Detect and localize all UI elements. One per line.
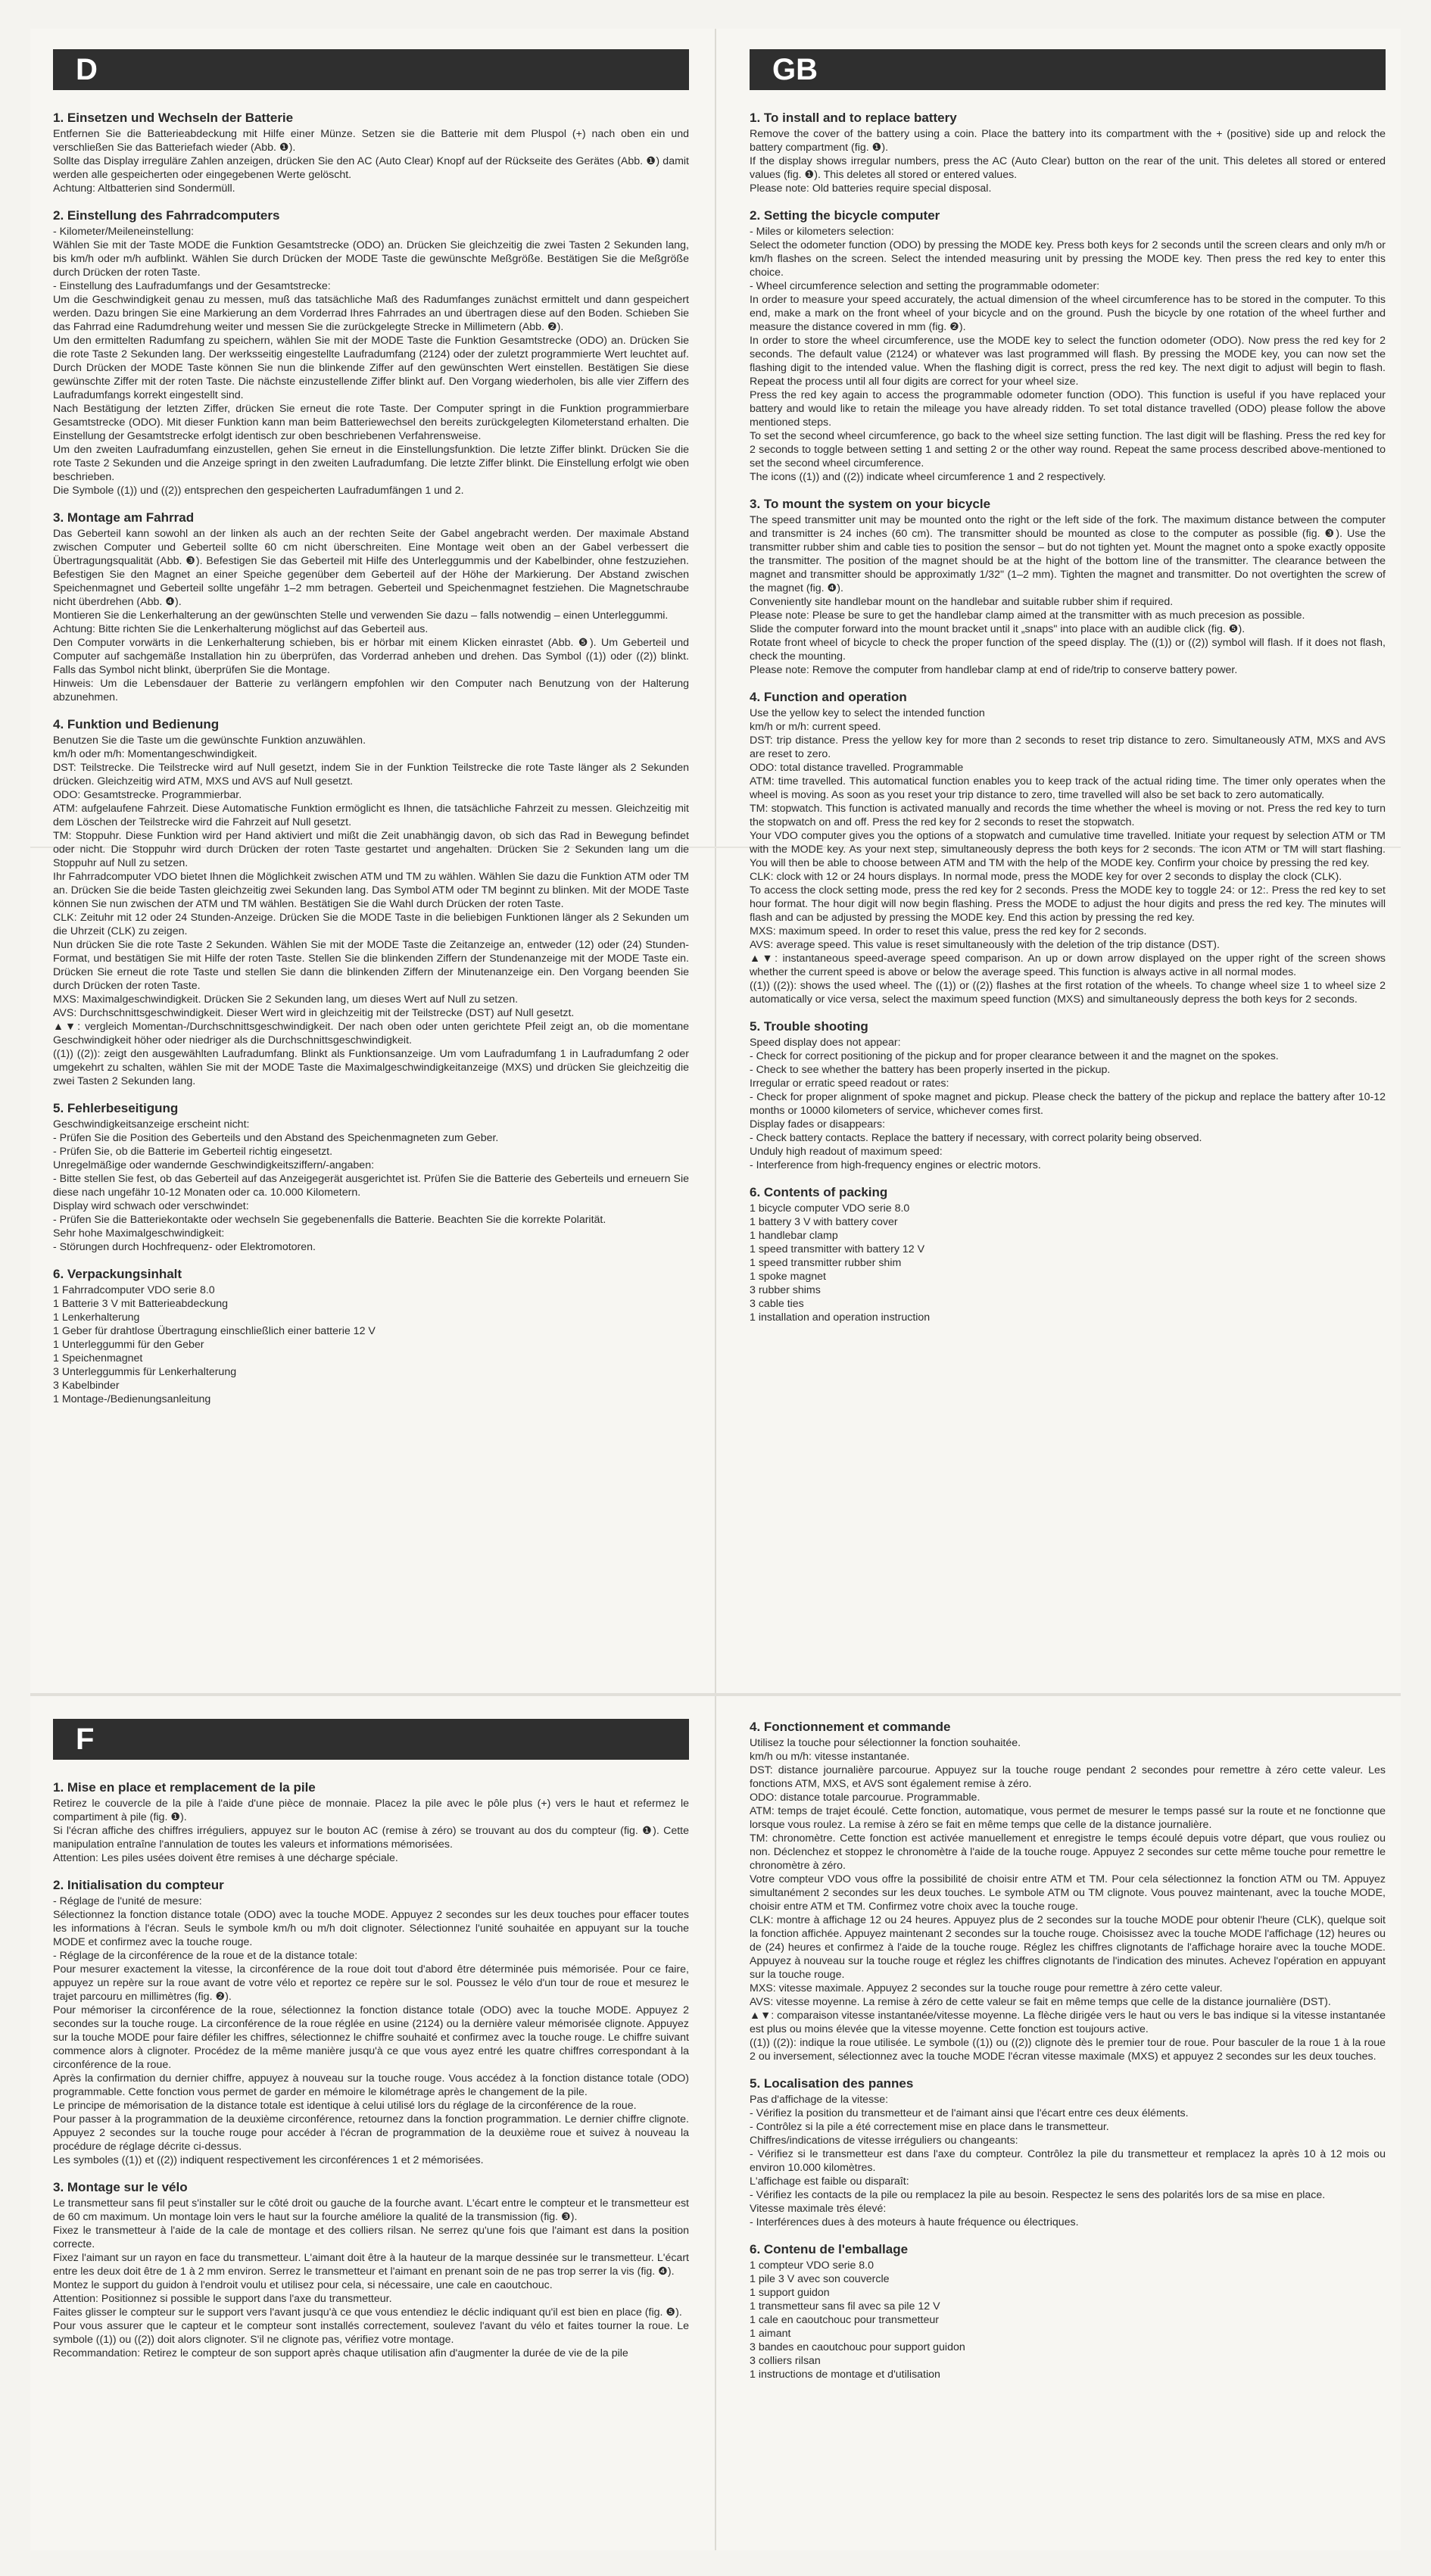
- section-heading: 6. Contenu de l'emballage: [750, 2242, 909, 2256]
- section-heading: 5. Trouble shooting: [750, 1019, 868, 1034]
- section-paragraph: Please note: Remove the computer from handlebar clamp at end of ride/trip to conserve battery power.: [750, 664, 1238, 676]
- section-paragraph: Pour passer à la programmation de la deuxième circonférence, retournez dans la fonction programmation. Le dernier chiffre clignote. Appuyez 2 secondes sur la touche rouge pour accéder à l'écran de programmation de la deuxième roue et suivez à nouveau la procédure de réglage décrite ci-dessus.: [53, 2113, 689, 2153]
- section-paragraph: 3 colliers rilsan: [750, 2355, 821, 2367]
- section-paragraph: 1 Fahrradcomputer VDO serie 8.0: [53, 1284, 215, 1296]
- section-paragraph: CLK: montre à affichage 12 ou 24 heures. Appuyez plus de 2 secondes sur la touche MODE pour obtenir l'heure (CLK), quelque soit la fonction affichée. Appuyez maintenant 2 secondes sur la touche rouge. Choisissez avec la touche MODE l'affichage (12) heures ou de (24) heures et confirmez à l'aide de la touche rouge. Réglez les chiffres clignotants de l'affichage horaire avec la touche MODE. Appuyez à nouveau sur la touche rouge et réglez les chiffres clignotants de l'indication des minutes. Achevez l'opération en appuyant sur la touche rouge.: [750, 1914, 1386, 1981]
- section-paragraph: 3 Kabelbinder: [53, 1380, 120, 1392]
- manual-section: [750, 1184, 1386, 1324]
- section-paragraph: Nun drücken Sie die rote Taste 2 Sekunden. Wählen Sie mit der MODE Taste die Zeitanzeige an, entweder (12) oder (24) Stunden-Format, und bestätigen Sie mit Hilfe der roten Taste. Stellen Sie die blinkenden Ziffern der Stundenanzeige mit der MODE Taste ein. Drücken Sie erneut die rote Taste und stellen Sie dann die blinkenden Ziffern der Minutenanzeige ein. Den Vorgang beenden Sie durch Drücken der roten Taste.: [53, 939, 689, 992]
- section-paragraph: Slide the computer forward into the mount bracket until it „snaps" into place with an audible click (fig. ❺).: [750, 623, 1246, 635]
- section-paragraph: 1 installation and operation instruction: [750, 1311, 931, 1324]
- section-paragraph: Display fades or disappears:: [750, 1118, 886, 1131]
- section-paragraph: The speed transmitter unit may be mounted onto the right or the left side of the fork. The maximum distance between the computer and transmitter is 24 inches (60 cm). The transmitter should be mounted as close to the computer as possible (fig. ❸). Use the transmitter rubber shim and cable ties to position the sensor – but do not tighten yet. Mount the magnet onto a spoke exactly opposite the transmitter. The position of the magnet should be at the hight of the bottom line of the transmitter. The clearance between the magnet and transmitter should be approximatly 1/32" (1–2 mm). Tighten the magnet and transmitter. Do not overtighten the screw of the magnet (fig. ❹).: [750, 514, 1386, 594]
- section-paragraph: - Prüfen Sie die Position des Geberteils und den Abstand des Speichenmagneten zum Geber.: [53, 1132, 499, 1144]
- section-paragraph: 1 battery 3 V with battery cover: [750, 1216, 898, 1228]
- section-paragraph: 1 Speichenmagnet: [53, 1352, 143, 1364]
- section-paragraph: - Miles or kilometers selection:: [750, 226, 894, 238]
- section-heading: 6. Verpackungsinhalt: [53, 1267, 182, 1281]
- section-paragraph: km/h oder m/h: Momentangeschwindigkeit.: [53, 748, 257, 760]
- section-paragraph: In order to store the wheel circumference, use the MODE key to select the function odometer (ODO). Now press the red key for 2 seconds. The default value (2124) or whatever was last programmed will flash. By pressing the MODE key, you can now set the flashing digit to the intended value. When the flashing digit is correct, press the red key. The next digit to adjust will begin to flash. Repeat the process until all four digits are correct for your wheel size.: [750, 335, 1386, 388]
- section-paragraph: In order to measure your speed accurately, the actual dimension of the wheel circumference has to be stored in the computer. To this end, make a mark on the front wheel of your bicycle and on the ground. Push the bicycle by one rotation of the wheel further and measure the distance covered in mm (fig. ❷).: [750, 294, 1386, 333]
- section-paragraph: CLK: clock with 12 or 24 hours displays. In normal mode, press the MODE key for over 2 seconds to display the clock (CLK).: [750, 871, 1342, 883]
- section-paragraph: Retirez le couvercle de la pile à l'aide d'une pièce de monnaie. Placez la pile avec le pôle plus (+) vers le haut et refermez le compartiment à pile (fig. ❶).: [53, 1798, 689, 1823]
- section-heading: 4. Fonctionnement et commande: [750, 1720, 951, 1734]
- section-paragraph: Achtung: Bitte richten Sie die Lenkerhalterung möglichst auf das Geberteil aus.: [53, 623, 429, 635]
- fold-line-vertical: [715, 29, 716, 2550]
- section-paragraph: Montieren Sie die Lenkerhalterung an der gewünschten Stelle und verwenden Sie dazu – falls notwendig – einen Unterleggummi.: [53, 610, 669, 622]
- section-heading: 4. Function and operation: [750, 690, 907, 704]
- section-paragraph: ((1)) ((2)): zeigt den ausgewählten Laufradumfang. Blinkt als Funktionsanzeige. Um vom Laufradumfang 1 in Laufradumfang 2 oder umgekehrt zu schalten, wählen Sie mit der MODE Taste die Maximalgeschwindigkeitanzeige (MXS) und drücken Sie gleichzeitig die zwei Tasten 2 Sekunden lang.: [53, 1048, 689, 1087]
- section-paragraph: To set the second wheel circumference, go back to the wheel size setting function. The last digit will be flashing. Press the red key for 2 seconds to toggle between setting 1 and setting 2 or the other way round. Repeat the same process described above-mentioned to set the second wheel circumference.: [750, 430, 1386, 469]
- section-paragraph: 1 speed transmitter rubber shim: [750, 1257, 902, 1269]
- section-heading: 6. Contents of packing: [750, 1185, 888, 1199]
- section-paragraph: Recommandation: Retirez le compteur de son support après chaque utilisation afin d'augmenter la durée de vie de la pile: [53, 2347, 628, 2359]
- section-paragraph: - Check battery contacts. Replace the battery if necessary, with correct polarity being observed.: [750, 1132, 1202, 1144]
- section-paragraph: Um den ermittelten Radumfang zu speichern, wählen Sie mit der MODE Taste die Funktion Gesamtstrecke (ODO) an. Drücken Sie die rote Taste 2 Sekunden lang. Der werksseitig eingestellte Laufradumfang (2124) oder der zuletzt programmierte Wert leuchtet auf. Durch Drücken der MODE Taste können Sie nun die blinkende Ziffer auf den gewünschten Wert einstellen. Bestätigen Sie diese gewünschte Ziffer mit der roten Taste. Die nächste einzustellende Ziffer blinkt auf. Den Vorgang wiederholen, bis alle vier Ziffern des Laufradumfangs korrekt eingestellt sind.: [53, 335, 689, 401]
- section-paragraph: Unduly high readout of maximum speed:: [750, 1146, 943, 1158]
- section-paragraph: - Réglage de la circonférence de la roue et de la distance totale:: [53, 1950, 358, 1962]
- section-paragraph: The icons ((1)) and ((2)) indicate wheel circumference 1 and 2 respectively.: [750, 471, 1106, 483]
- section-paragraph: Pour vous assurer que le capteur et le compteur sont installés correctement, soulevez l'avant du vélo et faites tourner la roue. Le symbole ((1)) ou ((2)) doit alors clignoter. S'il ne clignote pas, vérifiez votre montage.: [53, 2320, 689, 2346]
- section-paragraph: Sollte das Display irreguläre Zahlen anzeigen, drücken Sie den AC (Auto Clear) Knopf auf der Rückseite des Gerätes (Abb. ❶) damit werden alle gespeicherten oder eingegebenen Werte gelöscht.: [53, 155, 689, 181]
- language-band: GB: [750, 49, 1386, 90]
- section-paragraph: 1 compteur VDO serie 8.0: [750, 2259, 874, 2272]
- section-heading: 2. Initialisation du compteur: [53, 1878, 224, 1892]
- section-paragraph: 1 Lenkerhalterung: [53, 1311, 140, 1324]
- section-paragraph: - Interférences dues à des moteurs à haute fréquence ou électriques.: [750, 2216, 1079, 2228]
- section-paragraph: - Check to see whether the battery has been properly inserted in the pickup.: [750, 1064, 1111, 1076]
- section-paragraph: L'affichage est faible ou disparaît:: [750, 2175, 909, 2188]
- section-paragraph: Ihr Fahrradcomputer VDO bietet Ihnen die Möglichkeit zwischen ATM und TM zu wählen. Wählen Sie dazu die Funktion ATM oder TM an. Drücken Sie die beide Tasten gleichzeitig zwei Sekunden lang. Das Symbol ATM oder TM beginnt zu blinken. Mit der MODE Taste können Sie nun zwischen der ATM und TM wählen. Bestätigen Sie die Wahl durch Drücken der roten Taste.: [53, 871, 689, 910]
- section-paragraph: Pas d'affichage de la vitesse:: [750, 2094, 889, 2106]
- section-paragraph: 1 Unterleggummi für den Geber: [53, 1339, 204, 1351]
- manual-section: [53, 716, 689, 1088]
- section-paragraph: Irregular or erratic speed readout or rates:: [750, 1077, 949, 1090]
- section-paragraph: km/h or m/h: current speed.: [750, 721, 881, 733]
- section-paragraph: 3 bandes en caoutchouc pour support guidon: [750, 2341, 965, 2353]
- manual-section: [750, 689, 1386, 1006]
- section-paragraph: Remove the cover of the battery using a coin. Place the battery into its compartment with the + (positive) side up and relock the battery compartment (fig. ❶).: [750, 128, 1386, 154]
- section-paragraph: 3 rubber shims: [750, 1284, 821, 1296]
- section-paragraph: 1 Montage-/Bedienungsanleitung: [53, 1393, 211, 1405]
- section-paragraph: Wählen Sie mit der Taste MODE die Funktion Gesamtstrecke (ODO) an. Drücken Sie gleichzeitig die zwei Tasten 2 Sekunden lang, bis km/h oder m/h aufblinkt. Wählen Sie durch Drücken der MODE Taste die gewünschte Meßgröße. Bestätigen Sie die Meßgröße durch Drücken der roten Taste.: [53, 239, 689, 279]
- section-paragraph: Les symboles ((1)) et ((2)) indiquent respectivement les circonférences 1 et 2 mémorisées.: [53, 2154, 484, 2166]
- section-heading: 3. Montage sur le vélo: [53, 2180, 188, 2194]
- section-paragraph: Pour mémoriser la circonférence de la roue, sélectionnez la fonction distance totale (ODO) avec la touche MODE. Appuyez 2 secondes sur la touche rouge. La circonférence de la roue réglée en usine (2124) ou la dernière valeur mémorisée clignote. Appuyez sur la touche MODE pour faire défiler les chiffres, sélectionnez le chiffre souhaité et confirmez avec la touche rouge. Le chiffre suivant commence alors à clignoter. Procédez de la même manière jusqu'à ce que vous ayez entré les quatre chiffres correspondant à la circonférence de la roue.: [53, 2004, 689, 2071]
- section-paragraph: MXS: Maximalgeschwindigkeit. Drücken Sie 2 Sekunden lang, um dieses Wert auf Null zu setzen.: [53, 993, 519, 1006]
- section-paragraph: Le transmetteur sans fil peut s'installer sur le côté droit ou gauche de la fourche avant. L'écart entre le compteur et le transmetteur est de 60 cm maximum. Un montage loin vers le haut sur la fourche améliore la qualité de la transmission (fig. ❸).: [53, 2197, 689, 2223]
- panel-french-continued: [750, 1719, 1386, 2394]
- section-paragraph: Use the yellow key to select the intended function: [750, 707, 985, 719]
- section-heading: 2. Setting the bicycle computer: [750, 208, 940, 223]
- manual-section: [750, 207, 1386, 484]
- section-paragraph: TM: stopwatch. This function is activated manually and records the time whether the wheel is moving or not. Press the red key to turn the stopwatch on and off. Press the red key for 2 seconds to reset the stopwatch.: [750, 803, 1386, 828]
- section-paragraph: Speed display does not appear:: [750, 1037, 901, 1049]
- section-paragraph: Please note: Old batteries require special disposal.: [750, 182, 992, 195]
- section-paragraph: 1 Batterie 3 V mit Batterieabdeckung: [53, 1298, 229, 1310]
- manual-section: [53, 207, 689, 497]
- section-paragraph: AVS: vitesse moyenne. La remise à zéro de cette valeur se fait en même temps que celle de la distance journalière (DST).: [750, 1996, 1331, 2008]
- section-paragraph: Conveniently site handlebar mount on the handlebar and suitable rubber shim if required.: [750, 596, 1174, 608]
- section-paragraph: 3 Unterleggummis für Lenkerhalterung: [53, 1366, 237, 1378]
- section-paragraph: Fixez l'aimant sur un rayon en face du transmetteur. L'aimant doit être à la hauteur de la marque dessinée sur le transmetteur. L'écart entre les deux doit être de 1 à 2 mm environ. Serrez le transmetteur et l'aimant en prenant soin de ne pas trop serrer la vis (fig. ❹).: [53, 2252, 689, 2278]
- section-paragraph: Geschwindigkeitsanzeige erscheint nicht:: [53, 1118, 250, 1131]
- section-heading: 3. To mount the system on your bicycle: [750, 497, 991, 511]
- section-heading: 5. Localisation des pannes: [750, 2076, 914, 2091]
- section-paragraph: - Störungen durch Hochfrequenz- oder Elektromotoren.: [53, 1241, 316, 1253]
- section-paragraph: - Interference from high-frequency engines or electric motors.: [750, 1159, 1041, 1171]
- panel-german: [53, 49, 689, 1418]
- section-paragraph: - Réglage de l'unité de mesure:: [53, 1895, 202, 1907]
- section-paragraph: Display wird schwach oder verschwindet:: [53, 1200, 249, 1212]
- section-paragraph: - Prüfen Sie, ob die Batterie im Geberteil richtig eingesetzt.: [53, 1146, 333, 1158]
- section-paragraph: - Vérifiez les contacts de la pile ou remplacez la pile au besoin. Respectez le sens des polarités lors de sa mise en place.: [750, 2189, 1326, 2201]
- section-paragraph: TM: Stoppuhr. Diese Funktion wird per Hand aktiviert und mißt die Zeit unabhängig davon, ob sich das Rad in Bewegung befindet oder nicht. Die Stoppuhr wird durch Drücken der roten Taste gestartet und angehalten. Drücken Sie 2 Sekunden lang um die Stoppuhr auf Null zu setzen.: [53, 830, 689, 869]
- section-paragraph: Achtung: Altbatterien sind Sondermüll.: [53, 182, 235, 195]
- manual-section: [53, 1266, 689, 1406]
- section-paragraph: Attention: Positionnez si possible le support dans l'axe du transmetteur.: [53, 2293, 392, 2305]
- section-paragraph: Hinweis: Um die Lebensdauer der Batterie zu verlängern empfohlen wir den Computer nach Benutzung von der Halterung abzunehmen.: [53, 678, 689, 703]
- manual-section: [750, 1018, 1386, 1172]
- section-paragraph: Select the odometer function (ODO) by pressing the MODE key. Press both keys for 2 seconds until the screen clears and only m/h or km/h flashes on the screen. Select the intended measuring unit by pressing the MODE key. Then press the red key to enter this choice.: [750, 239, 1386, 279]
- section-paragraph: Entfernen Sie die Batterieabdeckung mit Hilfe einer Münze. Setzen sie die Batterie mit dem Pluspol (+) nach oben ein und verschließen Sie das Batteriefach wieder (Abb. ❶).: [53, 128, 689, 154]
- language-band: D: [53, 49, 689, 90]
- section-paragraph: AVS: Durchschnittsgeschwindigkeit. Dieser Wert wird in gleichzeitig mit der Teilstrecke (DST) auf Null gesetzt.: [53, 1007, 575, 1019]
- section-paragraph: Um den zweiten Laufradumfang einzustellen, gehen Sie erneut in die Einstellungsfunktion. Die letzte Ziffer blinkt. Drücken Sie die rote Taste 2 Sekunden und die Anzeige springt in den zweiten Laufradumfang. Die letzte Ziffer blinkt. Die Einstellung erfolgt wie oben beschrieben.: [53, 444, 689, 483]
- section-heading: 1. Einsetzen und Wechseln der Batterie: [53, 111, 294, 125]
- section-paragraph: - Contrôlez si la pile a été correctement mise en place dans le transmetteur.: [750, 2121, 1109, 2133]
- section-paragraph: Rotate front wheel of bicycle to check the proper function of the speed display. The ((1)) or ((2)) symbol will flash. If it does not flash, check the mounting.: [750, 637, 1386, 663]
- section-paragraph: ▲▼: comparaison vitesse instantanée/vitesse moyenne. La flèche dirigée vers le haut ou vers le bas indique si la vitesse instantanée est plus ou moins élevée que la vitesse moyenne. Cette fonction est toujours active.: [750, 2010, 1386, 2035]
- section-heading: 4. Funktion und Bedienung: [53, 717, 220, 731]
- section-paragraph: Sehr hohe Maximalgeschwindigkeit:: [53, 1227, 225, 1240]
- section-paragraph: 1 handlebar clamp: [750, 1230, 838, 1242]
- section-paragraph: Unregelmäßige oder wandernde Geschwindigkeitsziffern/-angaben:: [53, 1159, 375, 1171]
- section-paragraph: CLK: Zeituhr mit 12 oder 24 Stunden-Anzeige. Drücken Sie die MODE Taste in die beliebigen Funktionen länger als 2 Sekunden um die Uhrzeit (CLK) zu zeigen.: [53, 912, 689, 937]
- manual-section: [53, 1877, 689, 2167]
- section-paragraph: 1 transmetteur sans fil avec sa pile 12 V: [750, 2300, 940, 2312]
- section-paragraph: Benutzen Sie die Taste um die gewünschte Funktion anzuwählen.: [53, 734, 366, 747]
- section-paragraph: MXS: maximum speed. In order to reset this value, press the red key for 2 seconds.: [750, 925, 1147, 937]
- section-paragraph: ((1)) ((2)): shows the used wheel. The ((1)) or ((2)) flashes at the first rotation of the wheels. To change wheel size 1 to wheel size 2 automatically or vice versa, select the maximum speed function (MXS) and simultaneously depress the both keys for 2 seconds.: [750, 980, 1386, 1006]
- section-paragraph: Your VDO computer gives you the options of a stopwatch and cumulative time travelled. Initiate your request by selection ATM or TM with the MODE key. As your next step, simultaneously depress the both keys for 2 seconds. The icon ATM or TM will start flashing. You will then be able to choose between ATM and TM with the help of the MODE key. Confirm your choice by pressing the red key.: [750, 830, 1386, 869]
- section-paragraph: Nach Bestätigung der letzten Ziffer, drücken Sie erneut die rote Taste. Der Computer springt in die Funktion programmierbare Gesamtstrecke (ODO). Mit dieser Funktion kann man beim Batteriewechsel den bereits zurückgelegten Kilometerstand erhalten. Die Einstellung der Gesamtstrecke erfolgt identisch zur oben beschriebenen Verfahrensweise.: [53, 403, 689, 442]
- section-paragraph: Das Geberteil kann sowohl an der linken als auch an der rechten Seite der Gabel angebracht werden. Der maximale Abstand zwischen Computer und Geberteil sollte 60 cm nicht überschreiten. Eine Montage weit oben an der Gabel verbessert die Übertragungsqualität (Abb. ❸). Befestigen Sie das Geberteil mit Hilfe des Unterleggummis und der Kabelbinder, ohne festzuziehen. Befestigen Sie den Magnet an einer Speiche gegenüber dem Geberteil auf der Höhe der Markierung. Der Abstand zwischen Speichenmagnet und Geberteil sollte ungefähr 1–2 mm betragen. Geberteil und Speichenmagnet festziehen. Die Magnetschraube nicht überdrehen (Abb. ❹).: [53, 528, 689, 608]
- section-paragraph: 3 cable ties: [750, 1298, 804, 1310]
- section-paragraph: Le principe de mémorisation de la distance totale est identique à celui utilisé lors du réglage de la circonférence de la roue.: [53, 2100, 637, 2112]
- section-paragraph: Utilisez la touche pour sélectionner la fonction souhaitée.: [750, 1737, 1021, 1749]
- manual-section: [53, 1779, 689, 1865]
- manual-section: [53, 510, 689, 704]
- section-paragraph: DST: Teilstrecke. Die Teilstrecke wird auf Null gesetzt, indem Sie in der Funktion Teilstrecke die rote Taste länger als 2 Sekunden drücken. Gleichzeitig wird ATM, MXS und AVS auf Null gesetzt.: [53, 762, 689, 787]
- section-paragraph: Please note: Please be sure to get the handlebar clamp aimed at the transmitter with as much precesion as possible.: [750, 610, 1305, 622]
- section-paragraph: ATM: temps de trajet écoulé. Cette fonction, automatique, vous permet de mesurer le temps passé sur la route et ne fonctionne que lorsque vous roulez. La remise à zéro se fait en même temps que celle de la distance journalière.: [750, 1805, 1386, 1831]
- section-paragraph: Attention: Les piles usées doivent être remises à une décharge spéciale.: [53, 1852, 398, 1864]
- section-paragraph: 1 bicycle computer VDO serie 8.0: [750, 1202, 910, 1215]
- manual-section: [750, 496, 1386, 677]
- section-paragraph: Um die Geschwindigkeit genau zu messen, muß das tatsächliche Maß des Radumfanges zunächst ermittelt und dann gespeichert werden. Dazu bringen Sie eine Markierung an dem Vorderrad Ihres Fahrrades an und übertragen diese auf den Boden. Schieben Sie das Fahrrad eine Radumdrehung weiter und messen Sie die zurückgelegte Strecke in Millimetern (Abb. ❷).: [53, 294, 689, 333]
- section-paragraph: 1 spoke magnet: [750, 1271, 826, 1283]
- section-paragraph: DST: distance journalière parcourue. Appuyez sur la touche rouge pendant 2 secondes pour remettre à zéro cette valeur. Les fonctions ATM, MXS, et AVS sont également remise à zéro.: [750, 1764, 1386, 1790]
- section-paragraph: ▲▼: instantaneous speed-average speed comparison. An up or down arrow displayed on the upper right of the screen shows whether the current speed is above or below the average speed. This function is always active in all normal modes.: [750, 953, 1386, 978]
- section-paragraph: - Vérifiez si le transmetteur est dans l'axe du compteur. Contrôlez la pile du transmetteur et remplacez la après 10 à 12 mois ou environ 10.000 kilomètres.: [750, 2148, 1386, 2174]
- section-paragraph: Faites glisser le compteur sur le support vers l'avant jusqu'à ce que vous entendiez le déclic indiquant qu'il est bien en place (fig. ❺).: [53, 2306, 682, 2319]
- section-paragraph: - Bitte stellen Sie fest, ob das Geberteil auf das Anzeigegerät ausgerichtet ist. Prüfen Sie die Batterie des Geberteils und erneuern Sie diese nach ungefähr 10-12 Monaten oder ca. 10.000 Kilometern.: [53, 1173, 689, 1199]
- manual-section: [750, 110, 1386, 195]
- manual-section: [750, 2075, 1386, 2229]
- panel-french: [53, 1719, 689, 2372]
- section-paragraph: ODO: Gesamtstrecke. Programmierbar.: [53, 789, 242, 801]
- section-paragraph: TM: chronomètre. Cette fonction est activée manuellement et enregistre le temps écoulé depuis votre départ, que vous rouliez ou non. Déclenchez et stoppez le chronomètre à l'aide de la touche rouge. Appuyez 2 secondes sur cette même touche pour remettre le chronomètre à zéro.: [750, 1832, 1386, 1872]
- fold-line-horizontal-lower: [30, 1693, 1401, 1696]
- section-paragraph: ((1)) ((2)): indique la roue utilisée. Le symbole ((1)) ou ((2)) clignote dès le premier tour de roue. Pour basculer de la roue 1 à la roue 2 ou inversement, sélectionnez avec la touche MODE l'écran vitesse maximale (MXS) et appuyez 2 secondes sur les deux touches.: [750, 2037, 1386, 2063]
- section-heading: 5. Fehlerbeseitigung: [53, 1101, 179, 1115]
- section-paragraph: Chiffres/indications de vitesse irréguliers ou changeants:: [750, 2135, 1018, 2147]
- section-paragraph: ATM: time travelled. This automatical function enables you to keep track of the actual riding time. The timer only operates when the wheel is moving. As soon as you reset your trip distance to zero, time travelled will also be set back to zero automatically.: [750, 775, 1386, 801]
- language-band: F: [53, 1719, 689, 1760]
- section-paragraph: 1 instructions de montage et d'utilisation: [750, 2369, 940, 2381]
- section-paragraph: AVS: average speed. This value is reset simultaneously with the deletion of the trip distance (DST).: [750, 939, 1220, 951]
- section-paragraph: ODO: total distance travelled. Programmable: [750, 762, 964, 774]
- manual-section: [53, 2179, 689, 2360]
- section-paragraph: - Prüfen Sie die Batteriekontakte oder wechseln Sie gegebenenfalls die Batterie. Beachten Sie die korrekte Polarität.: [53, 1214, 606, 1226]
- section-paragraph: ATM: aufgelaufene Fahrzeit. Diese Automatische Funktion ermöglicht es Ihnen, die tatsächliche Fahrzeit zu messen. Gleichzeitig mit dem Löschen der Teilstrecke wird die Fahrzeit auf Null gesetzt.: [53, 803, 689, 828]
- manual-section: [750, 2241, 1386, 2381]
- section-paragraph: - Einstellung des Laufradumfangs und der Gesamtstrecke:: [53, 280, 331, 292]
- section-paragraph: Die Symbole ((1)) und ((2)) entsprechen den gespeicherten Laufradumfängen 1 und 2.: [53, 485, 464, 497]
- section-paragraph: 1 cale en caoutchouc pour transmetteur: [750, 2314, 940, 2326]
- section-heading: 1. To install and to replace battery: [750, 111, 957, 125]
- section-paragraph: If the display shows irregular numbers, press the AC (Auto Clear) button on the rear of the unit. This deletes all stored or entered values (fig. ❶). This deletes all stored or entered values.: [750, 155, 1386, 181]
- section-paragraph: 1 Geber für drahtlose Übertragung einschließlich einer batterie 12 V: [53, 1325, 376, 1337]
- section-paragraph: Fixez le transmetteur à l'aide de la cale de montage et des colliers rilsan. Ne serrez qu'une fois que l'aimant est dans la position correcte.: [53, 2225, 689, 2250]
- section-paragraph: Den Computer vorwärts in die Lenkerhalterung schieben, bis er hörbar mit einem Klicken einrastet (Abb. ❺). Um Geberteil und Computer auf sachgemäße Installation hin zu überprüfen, das Vorderrad anheben und drehen. Das Symbol ((1)) oder ((2)) blinkt. Falls das Symbol nicht blinkt, überprüfen Sie die Montage.: [53, 637, 689, 676]
- manual-section: [750, 1719, 1386, 2063]
- section-paragraph: - Kilometer/Meileneinstellung:: [53, 226, 195, 238]
- section-paragraph: ▲▼: vergleich Momentan-/Durchschnittsgeschwindigkeit. Der nach oben oder unten gerichtete Pfeil zeigt an, ob die momentane Geschwindigkeit höher oder niedriger als die Durchschnittsgeschwindigkeit.: [53, 1021, 689, 1046]
- manual-section: [53, 110, 689, 195]
- section-paragraph: Sélectionnez la fonction distance totale (ODO) avec la touche MODE. Appuyez 2 secondes sur les deux touches pour effacer toutes les informations à l'écran. Seuls le symbole km/h ou m/h doit clignoter. Sélectionnez l'unité souhaitée en appuyant sur la touche MODE et confirmez avec la touche rouge.: [53, 1909, 689, 1948]
- section-paragraph: - Check for proper alignment of spoke magnet and pickup. Please check the battery of the pickup and replace the battery after 10-12 months or 10000 kilometers of service, whichever comes first.: [750, 1091, 1386, 1117]
- section-paragraph: - Check for correct positioning of the pickup and for proper clearance between it and the magnet on the spokes.: [750, 1050, 1279, 1062]
- section-paragraph: 1 pile 3 V avec son couvercle: [750, 2273, 890, 2285]
- section-paragraph: Si l'écran affiche des chiffres irréguliers, appuyez sur le bouton AC (remise à zéro) se trouvant au dos du compteur (fig. ❶). Cette manipulation entraîne l'annulation de toutes les valeurs et informations mémorisées.: [53, 1825, 689, 1851]
- section-paragraph: 1 aimant: [750, 2328, 791, 2340]
- section-paragraph: MXS: vitesse maximale. Appuyez 2 secondes sur la touche rouge pour remettre à zéro cette valeur.: [750, 1982, 1223, 1994]
- section-paragraph: Press the red key again to access the programmable odometer function (ODO). This function is useful if you have replaced your battery and would like to retain the mileage you have already ridden. To set total distance travelled (ODO) please follow the above mentioned steps.: [750, 389, 1386, 429]
- panel-english: [750, 49, 1386, 1336]
- section-paragraph: km/h ou m/h: vitesse instantanée.: [750, 1751, 910, 1763]
- section-heading: 1. Mise en place et remplacement de la pile: [53, 1780, 316, 1795]
- section-heading: 3. Montage am Fahrrad: [53, 510, 195, 525]
- section-paragraph: Votre compteur VDO vous offre la possibilité de choisir entre ATM et TM. Pour cela sélectionnez la fonction ATM ou TM. Appuyez simultanément 2 secondes sur les deux touches. Le symbole ATM ou TM clignote. Vous pouvez maintenant, avec la touche MODE, choisir entre ATM et TM. Confirmez votre choix avec la touche rouge.: [750, 1873, 1386, 1913]
- section-paragraph: 1 support guidon: [750, 2287, 830, 2299]
- section-paragraph: Pour mesurer exactement la vitesse, la circonférence de la roue doit tout d'abord être déterminée puis mémorisée. Pour ce faire, appuyez un repère sur la roue avant de votre vélo et reportez ce repère sur le sol. Poussez le vélo d'un tour de roue et mesurez le trajet parcouru en millimètres (fig. ❷).: [53, 1963, 689, 2003]
- section-paragraph: Vitesse maximale très élevé:: [750, 2203, 887, 2215]
- section-paragraph: Montez le support du guidon à l'endroit voulu et utilisez pour cela, si nécessaire, une cale en caoutchouc.: [53, 2279, 553, 2291]
- section-paragraph: Après la confirmation du dernier chiffre, appuyez à nouveau sur la touche rouge. Vous accédez à la fonction distance totale (ODO) programmable. Cette fonction vous permet de garder en mémoire le kilométrage après le changement de la pile.: [53, 2072, 689, 2098]
- section-paragraph: ODO: distance totale parcourue. Programmable.: [750, 1792, 980, 1804]
- section-paragraph: 1 speed transmitter with battery 12 V: [750, 1243, 925, 1255]
- section-paragraph: DST: trip distance. Press the yellow key for more than 2 seconds to reset trip distance to zero. Simultaneously ATM, MXS and AVS are reset to zero.: [750, 734, 1386, 760]
- manual-section: [53, 1100, 689, 1254]
- section-paragraph: - Vérifiez la position du transmetteur et de l'aimant ainsi que l'écart entre ces deux éléments.: [750, 2107, 1189, 2119]
- section-paragraph: To access the clock setting mode, press the red key for 2 seconds. Press the MODE key to toggle 24: or 12:. Press the red key to set hour format. The hour digit will now begin flashing. Press the MODE to adjust the hour digits and press the red key. The minutes will flash and can be adjusted by pressing the MODE key. End this action by pressing the red key.: [750, 884, 1386, 924]
- section-heading: 2. Einstellung des Fahrradcomputers: [53, 208, 280, 223]
- section-paragraph: - Wheel circumference selection and setting the programmable odometer:: [750, 280, 1100, 292]
